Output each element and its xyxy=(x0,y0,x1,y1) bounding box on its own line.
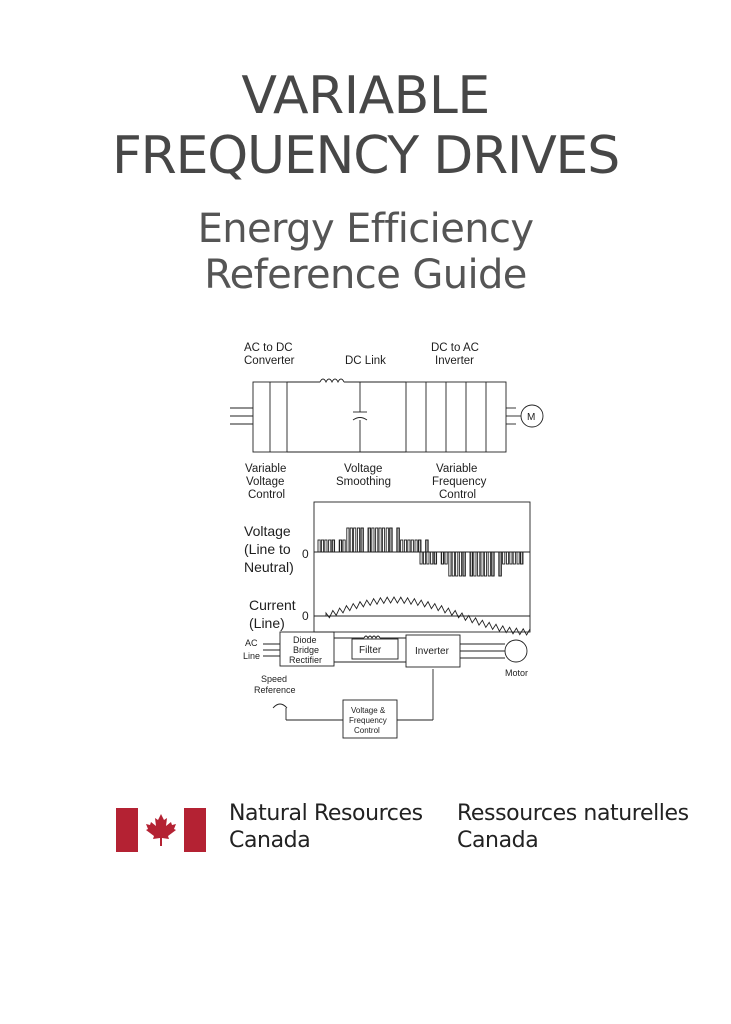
voltage-pulse xyxy=(340,540,342,552)
voltage-pulse xyxy=(382,528,384,552)
title-line-1: VARIABLE xyxy=(241,66,490,126)
voltage-pulse xyxy=(343,540,345,552)
department-name-en xyxy=(229,800,423,854)
label-var-frequency-1: Variable xyxy=(436,463,478,475)
voltage-pulse xyxy=(420,552,422,564)
voltage-pulse xyxy=(470,552,472,576)
label-motor: Motor xyxy=(505,668,529,678)
smoothing-capacitor xyxy=(353,418,367,421)
footer xyxy=(0,800,731,870)
voltage-pulse xyxy=(459,552,461,576)
dc-link-inductor xyxy=(320,379,344,382)
voltage-pulse xyxy=(517,552,519,564)
label-vf-3: Control xyxy=(354,726,380,735)
motor-block-symbol xyxy=(505,640,527,662)
voltage-pulse xyxy=(357,528,359,552)
label-filter: Filter xyxy=(359,645,382,656)
label-var-voltage-3: Control xyxy=(248,489,286,501)
voltage-pulse xyxy=(419,540,421,552)
department-name-fr-2: Canada xyxy=(457,828,539,853)
voltage-pulse xyxy=(478,552,480,576)
voltage-pulse xyxy=(521,552,523,564)
voltage-pulse xyxy=(372,528,374,552)
voltage-pulse xyxy=(408,540,410,552)
label-smoothing-2: Smoothing xyxy=(336,476,391,488)
label-line: Line xyxy=(243,651,261,661)
voltage-pulse xyxy=(492,552,494,576)
voltage-pulse xyxy=(386,528,388,552)
voltage-pulse xyxy=(513,552,515,564)
voltage-pulse xyxy=(368,528,370,552)
label-smoothing-1: Voltage xyxy=(344,463,383,475)
voltage-pulse xyxy=(361,528,363,552)
department-name-en-1: Natural Resources xyxy=(229,801,423,826)
voltage-pulse xyxy=(445,552,447,564)
voltage-pulse xyxy=(484,552,486,576)
voltage-pulse xyxy=(499,552,501,576)
voltage-pulse xyxy=(463,552,465,576)
label-var-frequency-2: Frequency xyxy=(432,476,487,488)
subtitle-line-2: Reference Guide xyxy=(204,252,527,298)
label-dc-link: DC Link xyxy=(345,355,386,367)
voltage-pulse xyxy=(321,540,323,552)
label-inverter-1: DC to AC xyxy=(431,342,479,354)
label-ac: AC xyxy=(245,638,258,648)
voltage-pulse xyxy=(390,528,392,552)
department-name-fr xyxy=(457,800,689,854)
label-var-voltage-1: Variable xyxy=(245,463,287,475)
voltage-pulse xyxy=(449,552,451,576)
label-rectifier-1: Diode xyxy=(293,635,317,645)
voltage-pulse xyxy=(404,540,406,552)
voltage-pulse xyxy=(431,552,433,564)
subtitle-line-1: Energy Efficiency xyxy=(197,206,534,252)
voltage-pulse xyxy=(411,540,413,552)
label-speed-1: Speed xyxy=(261,674,288,684)
voltage-pulse xyxy=(325,540,327,552)
label-converter-2: Converter xyxy=(244,355,295,367)
voltage-pulse xyxy=(426,540,428,552)
voltage-pulses-positive xyxy=(318,528,428,552)
voltage-pulse xyxy=(415,540,417,552)
label-var-voltage-2: Voltage xyxy=(246,476,285,488)
voltage-pulse xyxy=(510,552,512,564)
inverter-bridge xyxy=(406,382,506,452)
vfd-diagram xyxy=(220,336,550,746)
voltage-pulse xyxy=(423,552,425,564)
department-name-fr-1: Ressources naturelles xyxy=(457,801,689,826)
canada-flag-icon xyxy=(116,808,206,852)
voltage-pulse xyxy=(503,552,505,564)
voltage-pulse xyxy=(318,540,320,552)
current-zero-label: 0 xyxy=(302,609,309,623)
voltage-pulse xyxy=(354,528,356,552)
label-speed-2: Reference xyxy=(254,685,296,695)
department-name-en-2: Canada xyxy=(229,828,311,853)
label-current-1: Current xyxy=(249,597,296,613)
waveform-box xyxy=(314,502,530,632)
label-voltage-3: Neutral) xyxy=(244,559,294,575)
voltage-pulse xyxy=(481,552,483,576)
label-voltage-2: (Line to xyxy=(244,541,291,557)
voltage-pulse xyxy=(427,552,429,564)
voltage-pulse xyxy=(506,552,508,564)
label-vf-1: Voltage & xyxy=(351,706,386,715)
label-voltage-1: Voltage xyxy=(244,523,291,539)
voltage-pulse xyxy=(397,528,399,552)
label-vf-2: Frequency xyxy=(349,716,387,725)
voltage-pulse xyxy=(488,552,490,576)
voltage-pulse xyxy=(350,528,352,552)
label-converter-1: AC to DC xyxy=(244,342,293,354)
label-inverter-block: Inverter xyxy=(415,646,449,657)
label-rectifier-2: Bridge xyxy=(293,645,320,655)
voltage-pulse xyxy=(401,540,403,552)
voltage-pulse xyxy=(379,528,381,552)
voltage-pulse xyxy=(347,528,349,552)
voltage-pulse xyxy=(376,528,378,552)
voltage-pulse xyxy=(474,552,476,576)
speed-reference-potentiometer xyxy=(273,704,287,708)
title-line-2: FREQUENCY DRIVES xyxy=(111,126,620,186)
voltage-pulse xyxy=(332,540,334,552)
voltage-pulse xyxy=(452,552,454,576)
voltage-pulse xyxy=(434,552,436,564)
voltage-pulses-negative xyxy=(420,552,523,576)
label-var-frequency-3: Control xyxy=(439,489,477,501)
label-motor-m: M xyxy=(527,412,536,423)
voltage-zero-label: 0 xyxy=(302,547,309,561)
label-inverter-2: Inverter xyxy=(435,355,474,367)
label-current-2: (Line) xyxy=(249,615,285,631)
voltage-pulse xyxy=(442,552,444,564)
label-rectifier-3: Rectifier xyxy=(289,655,323,665)
voltage-pulse xyxy=(456,552,458,576)
voltage-pulse xyxy=(329,540,331,552)
